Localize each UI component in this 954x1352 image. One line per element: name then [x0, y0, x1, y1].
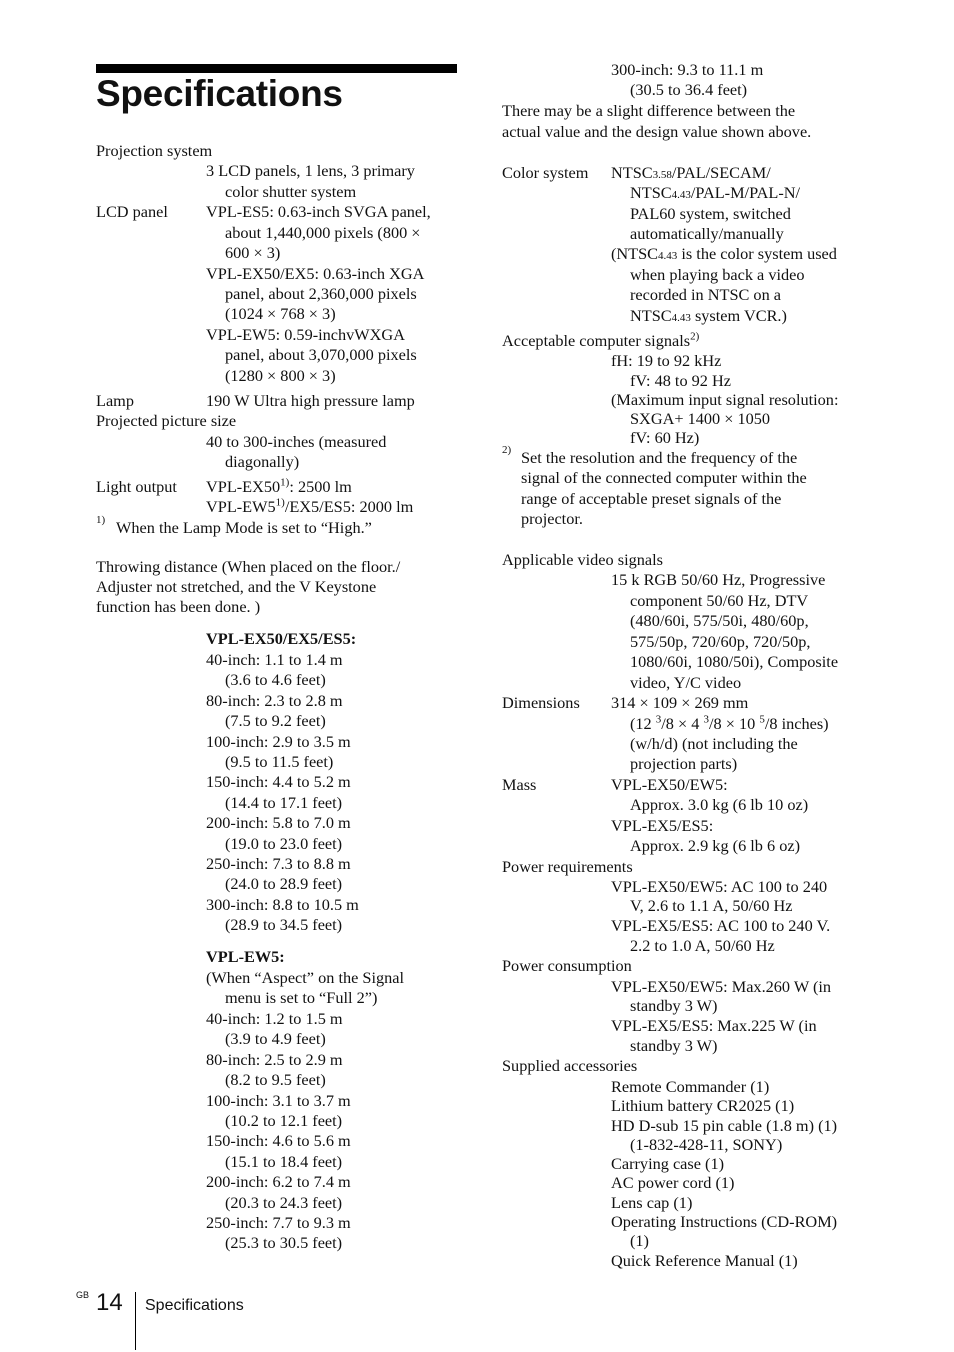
group1-heading: VPL-EX50/EX5/ES5:: [206, 629, 357, 648]
lcd-panel-value: 600 × 3): [225, 243, 281, 262]
picture-size-value: diagonally): [225, 452, 300, 471]
lumen-value: : 2500 lm: [289, 477, 352, 496]
throw-distance-meters: 40-inch: 1.2 to 1.5 m: [206, 1009, 343, 1028]
throw-distance-meters: 100-inch: 3.1 to 3.7 m: [206, 1090, 351, 1110]
color-system-value: [611, 244, 837, 266]
throw-distance-meters: 200-inch: 5.8 to 7.0 m: [206, 813, 351, 833]
throw-intro: function has been done. ): [96, 597, 261, 616]
throw-intro: Adjuster not stretched, and the V Keystone: [96, 577, 377, 596]
lcd-panel-value: about 1,440,000 pixels (800 ×: [225, 223, 421, 242]
throw-distance-meters: 150-inch: 4.4 to 5.2 m: [206, 772, 351, 792]
acceptable-signals-value: fV: 60 Hz): [630, 428, 700, 447]
dimensions-value: 314 × 109 × 269 mm: [611, 693, 749, 712]
difference-note: There may be a slight difference between the: [502, 101, 796, 120]
throw-distance-feet: (14.4 to 17.1 feet): [225, 792, 343, 812]
dimensions-value: (w/h/d) (not including the: [630, 734, 798, 753]
dim-text: /8 × 4: [661, 714, 704, 733]
footnote-2-text: range of acceptable preset signals of the: [521, 489, 782, 508]
power-consumption-value: standby 3 W): [630, 996, 718, 1015]
difference-note: actual value and the design value shown above.: [502, 122, 812, 141]
mass-value: Approx. 3.0 kg (6 lb 10 oz): [630, 795, 809, 814]
dim-text: /8 × 10: [708, 714, 760, 733]
projection-system-value: color shutter system: [225, 182, 357, 201]
accessory-item: Lens cap (1): [611, 1193, 693, 1212]
footnote-2-text: projector.: [521, 509, 583, 528]
footnote-1-mark: 1): [96, 514, 106, 526]
color-system-value: PAL60 system, switched: [630, 204, 791, 223]
color-system-value: recorded in NTSC on a: [630, 285, 782, 304]
accessory-item: (1-832-428-11, SONY): [630, 1135, 783, 1154]
throw-distance-meters: 250-inch: 7.3 to 8.8 m: [206, 854, 351, 873]
accessory-item: Remote Commander (1): [611, 1077, 770, 1096]
throw-distance-meters: 150-inch: 4.6 to 5.6 m: [206, 1131, 351, 1151]
ew5-300-meters: 300-inch: 9.3 to 11.1 m: [611, 60, 764, 79]
lamp-label: Lamp: [96, 391, 134, 410]
mass-value: VPL-EX50/EW5:: [611, 775, 728, 794]
video-signals-label: Applicable video signals: [502, 550, 663, 569]
video-signals-value: 575/50p, 720/60p, 720/50p,: [630, 632, 811, 651]
video-signals-value: (480/60i, 575/50i, 480/60p,: [630, 611, 809, 630]
color-system-value: [630, 306, 787, 328]
ew5-300-feet: (30.5 to 36.4 feet): [630, 80, 748, 99]
color-system-label: Color system: [502, 163, 589, 182]
group2-note: menu is set to “Full 2”): [225, 988, 378, 1007]
footer-page-number: 14: [96, 1289, 123, 1316]
power-requirements-value: VPL-EX50/EW5: AC 100 to 240: [611, 877, 828, 896]
group2-note: (When “Aspect” on the Signal: [206, 968, 405, 987]
throw-distance-feet: (8.2 to 9.5 feet): [225, 1070, 326, 1090]
throw-distance-feet: (10.2 to 12.1 feet): [225, 1111, 343, 1130]
acceptable-signals-value: fV: 48 to 92 Hz: [630, 371, 731, 390]
footer-section-name: Specifications: [145, 1297, 244, 1314]
power-consumption-value: VPL-EX50/EW5: Max.260 W (in: [611, 977, 832, 996]
light-output-value: [206, 477, 352, 497]
color-text: system VCR.): [690, 306, 787, 325]
lcd-panel-value: (1280 × 800 × 3): [225, 366, 336, 385]
acceptable-signals-value: (Maximum input signal resolution:: [611, 390, 839, 409]
ntsc-text: (NTSC: [611, 244, 659, 263]
power-requirements-label: Power requirements: [502, 857, 633, 876]
throw-distance-feet: (24.0 to 28.9 feet): [225, 874, 343, 894]
color-text: /PAL-M/PAL-N/: [690, 183, 801, 202]
model-name: VPL-EX50: [206, 477, 281, 496]
lamp-value: 190 W Ultra high pressure lamp: [206, 391, 415, 410]
ntsc-subscript: 3.58: [652, 169, 672, 181]
throw-distance-feet: (19.0 to 23.0 feet): [225, 833, 343, 853]
dim-text: (12: [630, 714, 656, 733]
footer-region-code: GB: [76, 1290, 90, 1300]
throw-distance-meters: 80-inch: 2.5 to 2.9 m: [206, 1049, 343, 1069]
power-consumption-value: VPL-EX5/ES5: Max.225 W (in: [611, 1016, 817, 1035]
dimensions-value: projection parts): [630, 754, 738, 773]
accessory-item: (1): [630, 1231, 649, 1250]
power-consumption-label: Power consumption: [502, 956, 632, 975]
ntsc-subscript: 4.43: [658, 250, 678, 262]
video-signals-value: component 50/60 Hz, DTV: [630, 591, 809, 610]
lcd-panel-value: VPL-ES5: 0.63-inch SVGA panel,: [206, 202, 431, 221]
accessory-item: Carrying case (1): [611, 1154, 725, 1173]
footnote-2-text: signal of the connected computer within the: [521, 468, 807, 487]
mass-value: VPL-EX5/ES5:: [611, 816, 714, 835]
throw-distance-feet: (9.5 to 11.5 feet): [225, 752, 334, 771]
throw-distance-feet: (3.9 to 4.9 feet): [225, 1029, 326, 1049]
color-text: /PAL/SECAM/: [671, 163, 771, 182]
throw-distance-feet: (20.3 to 24.3 feet): [225, 1192, 343, 1212]
power-requirements-value: 2.2 to 1.0 A, 50/60 Hz: [630, 936, 775, 955]
lcd-panel-label: LCD panel: [96, 202, 168, 221]
accessory-item: HD D-sub 15 pin cable (1.8 m) (1): [611, 1116, 838, 1135]
picture-size-value: 40 to 300-inches (measured: [206, 432, 387, 451]
lcd-panel-value: panel, about 2,360,000 pixels: [225, 284, 417, 303]
footnote-1-text: When the Lamp Mode is set to “High.”: [116, 518, 372, 537]
acceptable-signals-value: fH: 19 to 92 kHz: [611, 351, 722, 370]
accessory-item: Quick Reference Manual (1): [611, 1251, 798, 1270]
color-system-value: automatically/manually: [630, 224, 784, 243]
projection-system-value: 3 LCD panels, 1 lens, 3 primary: [206, 161, 415, 180]
acceptable-signals-label: [502, 331, 699, 351]
color-system-value: [611, 163, 771, 185]
footnote-ref: 1): [280, 476, 290, 489]
throw-intro: Throwing distance (When placed on the floor./: [96, 557, 401, 576]
ntsc-text: NTSC: [630, 183, 672, 202]
dim-text: /8 inches): [764, 714, 829, 733]
throw-distance-feet: (15.1 to 18.4 feet): [225, 1151, 343, 1171]
accessory-item: Operating Instructions (CD-ROM): [611, 1212, 838, 1231]
throw-distance-meters: 40-inch: 1.1 to 1.4 m: [206, 650, 343, 669]
throw-distance-meters: 300-inch: 8.8 to 10.5 m: [206, 894, 359, 914]
power-consumption-value: standby 3 W): [630, 1036, 718, 1055]
accessory-item: Lithium battery CR2025 (1): [611, 1096, 795, 1115]
footnote-2-text: Set the resolution and the frequency of the: [521, 448, 798, 467]
lcd-panel-value: VPL-EW5: 0.59-inchvWXGA: [206, 325, 405, 344]
color-system-value: [630, 183, 800, 205]
light-output-label: Light output: [96, 477, 177, 496]
power-requirements-value: V, 2.6 to 1.1 A, 50/60 Hz: [630, 896, 793, 915]
dimensions-label: Dimensions: [502, 693, 580, 712]
throw-distance-feet: (7.5 to 9.2 feet): [225, 711, 326, 731]
group2-heading: VPL-EW5:: [206, 947, 285, 966]
ntsc-text: NTSC: [630, 306, 672, 325]
light-output-value: [206, 497, 413, 517]
ntsc-subscript: 4.43: [671, 312, 691, 324]
lcd-panel-value: panel, about 3,070,000 pixels: [225, 345, 417, 364]
footer-divider: [135, 1292, 136, 1350]
power-requirements-value: VPL-EX5/ES5: AC 100 to 240 V.: [611, 916, 831, 935]
dimensions-value: [630, 714, 829, 734]
throw-distance-meters: 250-inch: 7.7 to 9.3 m: [206, 1213, 351, 1232]
label-text: Acceptable computer signals: [502, 331, 691, 350]
video-signals-value: 1080/60i, 1080/50i), Composite: [630, 652, 839, 671]
throw-distance-feet: (3.6 to 4.6 feet): [225, 670, 326, 690]
lumen-value: /EX5/ES5: 2000 lm: [284, 497, 414, 516]
acceptable-signals-value: SXGA+ 1400 × 1050: [630, 409, 771, 428]
accessories-label: Supplied accessories: [502, 1056, 638, 1075]
throw-distance-feet: (25.3 to 30.5 feet): [225, 1233, 343, 1253]
lcd-panel-value: VPL-EX50/EX5: 0.63-inch XGA: [206, 264, 425, 283]
color-system-value: when playing back a video: [630, 265, 805, 284]
mass-value: Approx. 2.9 kg (6 lb 6 oz): [630, 836, 801, 855]
throw-distance-feet: (28.9 to 34.5 feet): [225, 915, 343, 935]
footnote-2-mark: 2): [502, 444, 512, 456]
projection-system-label: Projection system: [96, 141, 213, 160]
fraction-numerator: 5: [759, 713, 765, 726]
video-signals-value: 15 k RGB 50/60 Hz, Progressive: [611, 570, 826, 589]
accessory-item: AC power cord (1): [611, 1173, 735, 1192]
ntsc-text: NTSC: [611, 163, 653, 182]
throw-distance-meters: 100-inch: 2.9 to 3.5 m: [206, 731, 351, 751]
lcd-panel-value: (1024 × 768 × 3): [225, 304, 336, 323]
throw-distance-meters: 200-inch: 6.2 to 7.4 m: [206, 1172, 351, 1192]
picture-size-label: Projected picture size: [96, 411, 237, 430]
page-title: Specifications: [96, 73, 343, 114]
throw-distance-meters: 80-inch: 2.3 to 2.8 m: [206, 690, 343, 710]
fraction-numerator: 3: [703, 713, 709, 726]
footnote-ref: 2): [690, 330, 700, 343]
mass-label: Mass: [502, 775, 537, 794]
fraction-numerator: 3: [655, 713, 662, 726]
footnote-ref: 1): [275, 496, 285, 509]
model-name: VPL-EW5: [206, 497, 276, 516]
color-text: is the color system used: [677, 244, 837, 263]
ntsc-subscript: 4.43: [671, 189, 691, 201]
video-signals-value: video, Y/C video: [630, 673, 742, 692]
